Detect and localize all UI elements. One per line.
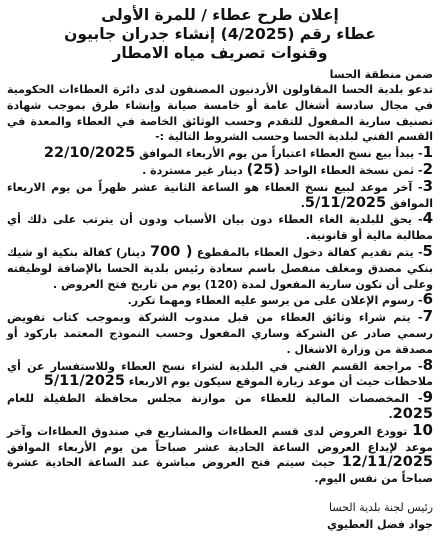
condition-number: 3 [422, 176, 433, 195]
condition-item [7, 420, 433, 487]
condition-number: 1 [422, 143, 433, 162]
condition-highlight: 22/10/2025 [43, 145, 136, 162]
condition-text-end: دينار غير مستردة . [142, 163, 247, 177]
condition-highlight: ( 700 [150, 243, 193, 260]
condition-number: 4 [422, 209, 433, 228]
condition-text-end: حيث سيتم فتح العروض مباشرة عند الساعة الحادية عشرة صباحاً من نفس اليوم. [7, 456, 433, 486]
condition-number: 9 [422, 388, 433, 407]
condition-text: - يبدأ بيع نسخ العطاء اعتباراً من يوم الأربعاء الموافق [135, 147, 423, 161]
condition-text-end: . [300, 196, 305, 210]
condition-text: - يتم شراء وثائق العطاء من قبل مندوب الشركة وبموجب كتاب تفويض رسمي صادر عن الشركة وساري المفعول وحسب النموذج المعتمد باركود أو مصدقة من وزارة الاشغال . [7, 311, 433, 356]
condition-text: توودع العروض لدى قسم العطاءات والمشاريع في صندوق العطاءات وآخر موعد لإيداع العروض الساعة الحادية عشر صباحاً من يوم الأربعاء الموافق [7, 424, 433, 454]
title-line-1: إعلان طرح عطاء / للمرة الأولى [101, 6, 339, 24]
condition-number: 6 [422, 290, 433, 309]
condition-highlight: (25) [246, 161, 281, 178]
condition-highlight: 2025 [392, 405, 433, 422]
intro-paragraph: تدعو بلدية الحسا المقاولون الأردنيون المصنفون لدى دائرة العطاءات الحكومية في مجال سادسة أشغال عامة أو خامسة صيانة وإنشاء طرق بموجب شهادة تصنيف سارية المفعول للتقدم وحسب الوثائق الخاصة في العطاء والمعدة في القسم الفني لبلدية الحسا وحسب الشروط التالية :- [7, 83, 433, 144]
condition-highlight: 12/11/2025 [341, 454, 433, 471]
condition-text: - يحق للبلدية الغاء العطاء دون بيان الأسباب ودون أن يترتب على ذلك أي مطالبة مالية أو قانونية. [7, 213, 433, 243]
condition-item [7, 211, 433, 244]
condition-text: - المخصصات المالية للعطاء من موازنة مجلس محافظة الطفيلة للعام [7, 392, 423, 406]
condition-item [7, 390, 433, 423]
condition-number: 5 [422, 241, 433, 260]
signature-title: رئيس لجنة بلدية الحسا [329, 500, 433, 514]
condition-item [7, 355, 433, 391]
condition-number: 2 [422, 159, 433, 178]
condition-text-end: . [388, 407, 393, 421]
condition-item [7, 292, 433, 309]
announcement-title-block [7, 6, 433, 63]
signature-block [7, 499, 433, 533]
condition-item [7, 159, 433, 179]
signature-name: جواد فضل العطيوي [326, 517, 433, 531]
condition-text: - رسوم الإعلان على من يرسو عليه العطاء ومهما تكرر. [127, 294, 423, 308]
condition-item [7, 176, 433, 212]
condition-text: - مراجعة القسم الفني في البلدية لشراء نسخ العطاء وللاستفسار عن أي ملاحظات حيث أن موعد زيارة الموقع سيكون يوم الاربعاء [7, 359, 433, 389]
condition-item [7, 309, 433, 357]
condition-number: 10 [412, 420, 433, 439]
condition-item [7, 241, 433, 292]
title-line-3: وقنوات تصريف مياه الامطار [112, 44, 328, 62]
title-line-2: عطاء رقم (4/2025) إنشاء جدران جابيون [64, 25, 376, 43]
condition-number: 8 [422, 355, 433, 374]
condition-highlight: 5/11/2025 [304, 194, 387, 211]
condition-text-end: دينار) كفالة بنكية او شيك بنكي مصدق ومغلف منفصل باسم سعادة رئيس بلدية الحسا بالإضافة لوظيفته وعلى أن تكون سارية المفعول لمدة (120) يوم من تاريخ فتح العروض . [7, 245, 433, 291]
condition-text: - آخر موعد لبيع نسخ العطاء هو الساعة الثانية عشر ظهراً من يوم الاربعاء الموافق [7, 180, 433, 210]
condition-item [7, 145, 433, 162]
condition-number: 7 [422, 307, 433, 326]
region-label: ضمن منطقة الحسا [329, 68, 433, 81]
condition-text: - ثمن نسخة العطاء الواحد [280, 163, 423, 177]
condition-highlight: 5/11/2025 [43, 373, 125, 390]
conditions-list [7, 145, 433, 487]
condition-text: - يتم تقديم كفالة دخول العطاء بالمقطوع [192, 245, 423, 259]
